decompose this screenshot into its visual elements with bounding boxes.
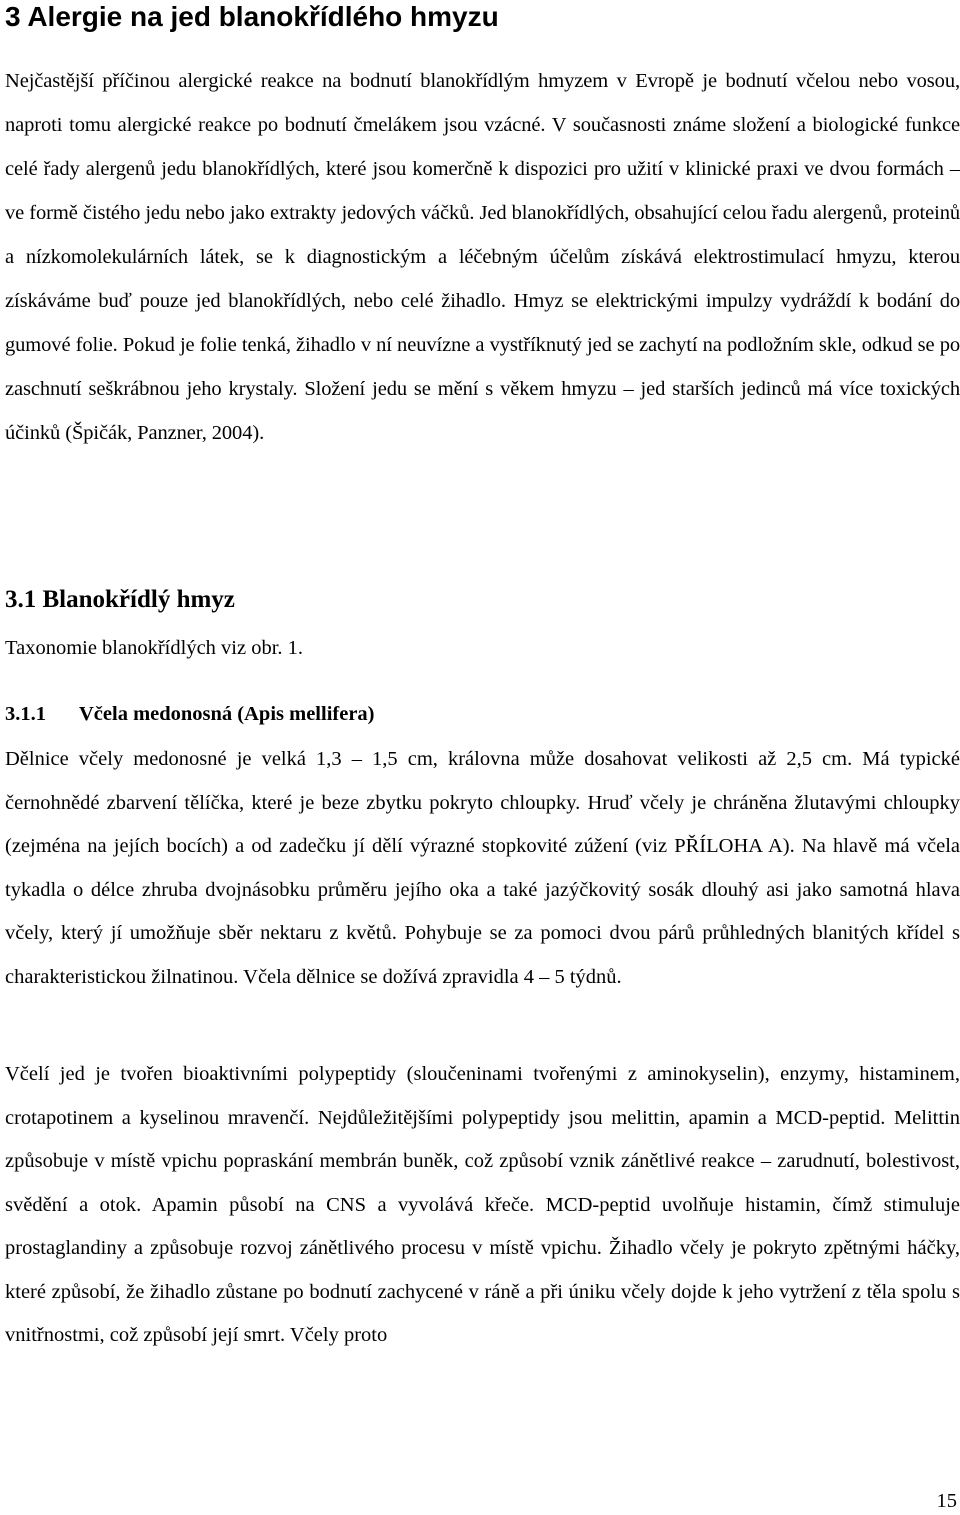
page-number: 15 [936, 1490, 957, 1512]
bee-venom-paragraph: Včelí jed je tvořen bioaktivními polypeptidy (sloučeninami tvořenými z aminokyselin), enzymy, histaminem, crotapotinem a kyselinou mravenčí. Nejdůležitějšími polypeptidy jsou melittin, apamin a MCD-peptid. Melittin způsobuje v místě vpichu popraskání membrán buněk, což způsobí vznik zánětlivé reakce – zarudnutí, bolestivost, svědění a otok. Apamin působí na CNS a vyvolává křeče. MCD-peptid uvolňuje histamin, čímž stimuluje prostaglandiny a způsobuje rozvoj zánětlivého procesu v místě vpichu. Žihadlo včely je pokryto zpětnými háčky, které způsobí, že žihadlo zůstane po bodnutí zachycené v ráně a při úniku včely dojde k jeho vytržení z těla spolu s vnitřnostmi, což způsobí její smrt. Včely proto [5, 1063, 960, 1346]
section-heading: 3.1 Blanokřídlý hmyz [5, 586, 235, 613]
subsection-heading [5, 701, 375, 727]
subsection-title: Včela medonosná (Apis mellifera) [79, 703, 375, 725]
subsection-number: 3.1.1 [5, 703, 46, 725]
bee-description-paragraph: Dělnice včely medonosné je velká 1,3 – 1,5 cm, královna může dosahovat velikosti až 2,5 cm. Má typické černohnědé zbarvení tělíčka, které je beze zbytku pokryto chloupky. Hruď včely je chráněna žlutavými chloupky (zejména na jejích bocích) a od zadečku jí dělí výrazné stopkovité zúžení (viz PŘÍLOHA A). Na hlavě má včela tykadla o délce zhruba dvojnásobku průměru jejího oka a také jazýčkovitý sosák dlouhý asi jako samotná hlava včely, který jí umožňuje sběr nektaru z květů. Pohybuje se za pomoci dvou párů průhledných blanitých křídel s charakteristickou žilnatinou. Včela dělnice se dožívá zpravidla 4 – 5 týdnů. [5, 748, 960, 988]
intro-paragraph: Nejčastější příčinou alergické reakce na bodnutí blanokřídlým hmyzem v Evropě je bodnutí včelou nebo vosou, naproti tomu alergické reakce po bodnutí čmelákem jsou vzácné. V současnosti známe složení a biologické funkce celé řady alergenů jedu blanokřídlých, které jsou komerčně k dispozici pro užití v klinické praxi ve dvou formách – ve formě čistého jedu nebo jako extrakty jedových váčků. Jed blanokřídlých, obsahující celou řadu alergenů, proteinů a nízkomolekulárních látek, se k diagnostickým a léčebným účelům získává elektrostimulací hmyzu, kterou získáváme buď pouze jed blanokřídlých, nebo celé žihadlo. Hmyz se elektrickými impulzy vydráždí k bodání do gumové folie. Pokud je folie tenká, žihadlo v ní neuvízne a vystříknutý jed se zachytí na podložním skle, odkud se po zaschnutí seškrábnou jeho krystaly. Složení jedu se mění s věkem hmyzu – jed starších jedinců má více toxických účinků (Špičák, Panzner, 2004). [5, 70, 960, 444]
section-text: Taxonomie blanokřídlých viz obr. 1. [5, 637, 304, 659]
chapter-heading: 3 Alergie na jed blanokřídlého hmyzu [5, 1, 499, 32]
